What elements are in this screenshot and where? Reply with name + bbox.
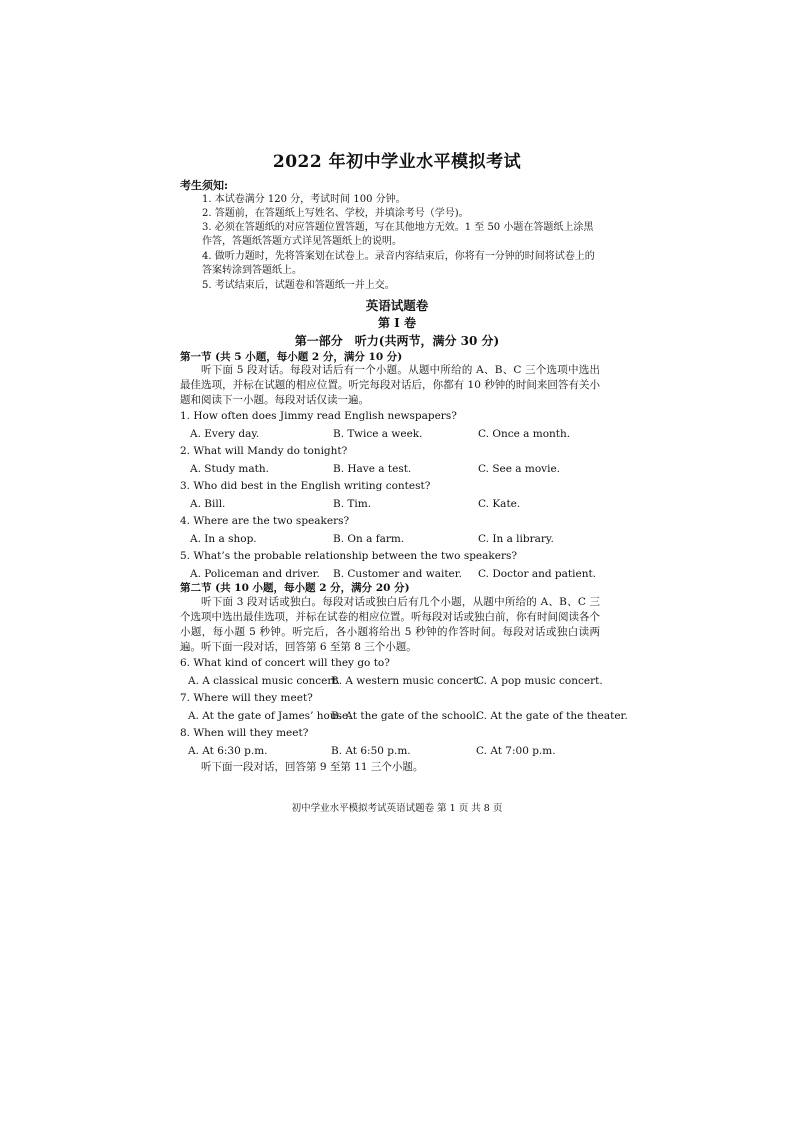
notice-item-5: 5. 考试结束后，试题卷和答题纸一并上交。 xyxy=(202,280,395,291)
question-6-option-c: C. A pop music concert. xyxy=(476,675,603,687)
question-5: 5. What’s the probable relationship between the two speakers? xyxy=(180,550,518,562)
question-8-option-c: C. At 7:00 p.m. xyxy=(476,745,556,757)
question-7-option-c: C. At the gate of the theater. xyxy=(476,710,628,722)
question-8-option-a: A. At 6:30 p.m. xyxy=(188,745,268,757)
section2-instructions: 听下面 3 段对话或独白。每段对话或独白后有几个小题，从题中所给的 A、B、C 三个选项中选出最佳选项，并标在试卷的相应位置。听每段对话或独白前，你有时间阅读各个小题，每小题 5 秒钟。听完后，各小题将给出 5 秒钟的作答时间。每段对话或独白读两遍。 xyxy=(180,596,600,653)
question-5-option-c: C. Doctor and patient. xyxy=(478,568,597,580)
question-3: 3. Who did best in the English writing contest? xyxy=(180,480,431,492)
part-title: 第一部分 听力(共两节，满分 30 分) xyxy=(294,334,500,348)
section1-heading: 第一节 (共 5 小题，每小题 2 分，满分 10 分) xyxy=(180,351,403,363)
question-2: 2. What will Mandy do tonight? xyxy=(180,445,348,457)
paper-title: 英语试题卷 xyxy=(365,298,429,313)
question-3-option-b: B. Tim. xyxy=(333,498,372,510)
question-1: 1. How often does Jimmy read English newspapers? xyxy=(180,410,457,422)
question-7: 7. Where will they meet? xyxy=(180,692,313,704)
notice-item-1: 1. 本试卷满分 120 分，考试时间 100 分钟。 xyxy=(202,194,406,205)
question-2-option-b: B. Have a test. xyxy=(333,463,412,475)
question-4-option-c: C. In a library. xyxy=(478,533,554,545)
question-3-option-a: A. Bill. xyxy=(190,498,226,510)
page-footer: 初中学业水平模拟考试英语试题卷 第 1 页 共 8 页 xyxy=(291,803,503,814)
question-8: 8. When will they meet? xyxy=(180,727,309,739)
question-6-option-b: B. A western music concert. xyxy=(331,675,481,687)
notice-item-3: 3. 必须在答题纸的对应答题位置答题，写在其他地方无效。1 至 50 小题在答题纸上涂黑作答，答题纸答题方式详见答题纸上的说明。 xyxy=(202,222,594,247)
question-2-option-c: C. See a movie. xyxy=(478,463,561,475)
question-7-option-a: A. At the gate of James’ house. xyxy=(188,710,352,722)
question-7-option-b: B. At the gate of the school. xyxy=(331,710,480,722)
question-8-option-b: B. At 6:50 p.m. xyxy=(331,745,411,757)
question-4: 4. Where are the two speakers? xyxy=(180,515,350,527)
question-6-option-a: A. A classical music concert. xyxy=(188,675,340,687)
notice-heading: 考生须知: xyxy=(180,179,229,192)
question-1-option-b: B. Twice a week. xyxy=(333,428,423,440)
dialog2-intro: 听下面一段对话，回答第 9 至第 11 三个小题。 xyxy=(201,761,424,773)
question-3-option-c: C. Kate. xyxy=(478,498,521,510)
section1-instructions: 听下面 5 段对话。每段对话后有一个小题。从题中所给的 A、B、C 三个选项中选出最佳选项，并标在试题的相应位置。听完每段对话后，你都有 10 秒钟的时间来回答有关小题和阅读下一小题。每段对话仅读一遍。 xyxy=(180,364,600,406)
volume-title: 第 I 卷 xyxy=(378,316,416,330)
question-5-option-a: A. Policeman and driver. xyxy=(190,568,320,580)
question-4-option-b: B. On a farm. xyxy=(333,533,405,545)
question-4-option-a: A. In a shop. xyxy=(190,533,257,545)
question-1-option-a: A. Every day. xyxy=(190,428,260,440)
notice-item-4: 4. 做听力题时，先将答案划在试卷上。录音内容结束后，你将有一分钟的时间将试卷上的答案转涂到答题纸上。 xyxy=(202,251,595,276)
notice-item-2: 2. 答题前，在答题纸上写姓名、学校，并填涂考号（学号)。 xyxy=(202,208,469,219)
question-2-option-a: A. Study math. xyxy=(190,463,269,475)
dialog1-intro: 听下面一段对话，回答第 6 至第 8 三个小题。 xyxy=(201,641,417,653)
question-1-option-c: C. Once a month. xyxy=(478,428,571,440)
exam-title: 2022 年初中学业水平模拟考试 xyxy=(272,152,522,172)
question-5-option-b: B. Customer and waiter. xyxy=(333,568,462,580)
section2-heading: 第二节 (共 10 小题，每小题 2 分，满分 20 分) xyxy=(180,582,410,594)
question-6: 6. What kind of concert will they go to? xyxy=(180,657,390,669)
